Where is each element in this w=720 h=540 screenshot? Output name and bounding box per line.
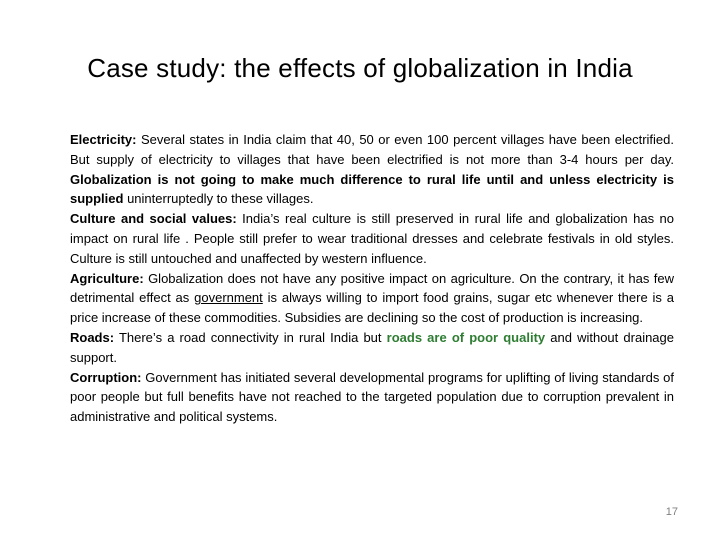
corruption-text: Government has initiated several developmental programs for uplifting of living standards of poor people but full benefits have not reached to the targeted population due to corruption prevalent in administrative and political systems. — [70, 369, 674, 425]
culture-text: India’s real culture is still preserved in rural life and globalization has no impact on rural life . People still prefer to wear traditional dresses and celebrate festivals in old styles. Culture is still untouched and unaffected by western influence. — [70, 211, 675, 266]
electricity-text-1: Several states in India claim that 40, 50 or even 100 percent villages have been electrified. But supply of electricity to villages that have been electrified is not more than 3-4 hours per day. — [70, 132, 674, 167]
paragraph-electricity — [70, 130, 674, 209]
paragraph-culture — [70, 209, 674, 268]
page-number: 17 — [665, 506, 678, 518]
roads-text-2: and without drainage support. — [70, 329, 674, 365]
agriculture-underlined-word: government — [194, 290, 263, 306]
paragraph-agriculture — [70, 269, 674, 328]
slide-title: Case study: the effects of globalization in India — [87, 53, 633, 83]
heading-culture: Culture and social values: — [70, 211, 237, 227]
heading-roads: Roads: — [70, 329, 115, 345]
roads-highlight-text: roads are of poor quality — [386, 329, 546, 345]
slide-body — [70, 130, 674, 427]
paragraph-roads — [70, 328, 674, 368]
electricity-text-2: uninterruptedly to these villages. — [123, 191, 314, 207]
electricity-bold-text: Globalization is not going to make much difference to rural life until and unless electricity is supplied — [70, 171, 674, 207]
roads-text-1: There’s a road connectivity in rural India but — [114, 329, 387, 345]
heading-electricity: Electricity: — [70, 132, 137, 147]
agriculture-text-2: is always willing to import food grains, sugar etc whenever there is a price increase of these commodities. Subsidies are declining so the cost of production is increasing. — [70, 290, 674, 326]
heading-corruption: Corruption: — [70, 369, 142, 385]
heading-agriculture: Agriculture: — [70, 270, 144, 286]
agriculture-text-1: Globalization does not have any positive impact on agriculture. On the contrary, it has few detrimental effect as — [70, 270, 674, 306]
paragraph-corruption — [70, 368, 674, 427]
